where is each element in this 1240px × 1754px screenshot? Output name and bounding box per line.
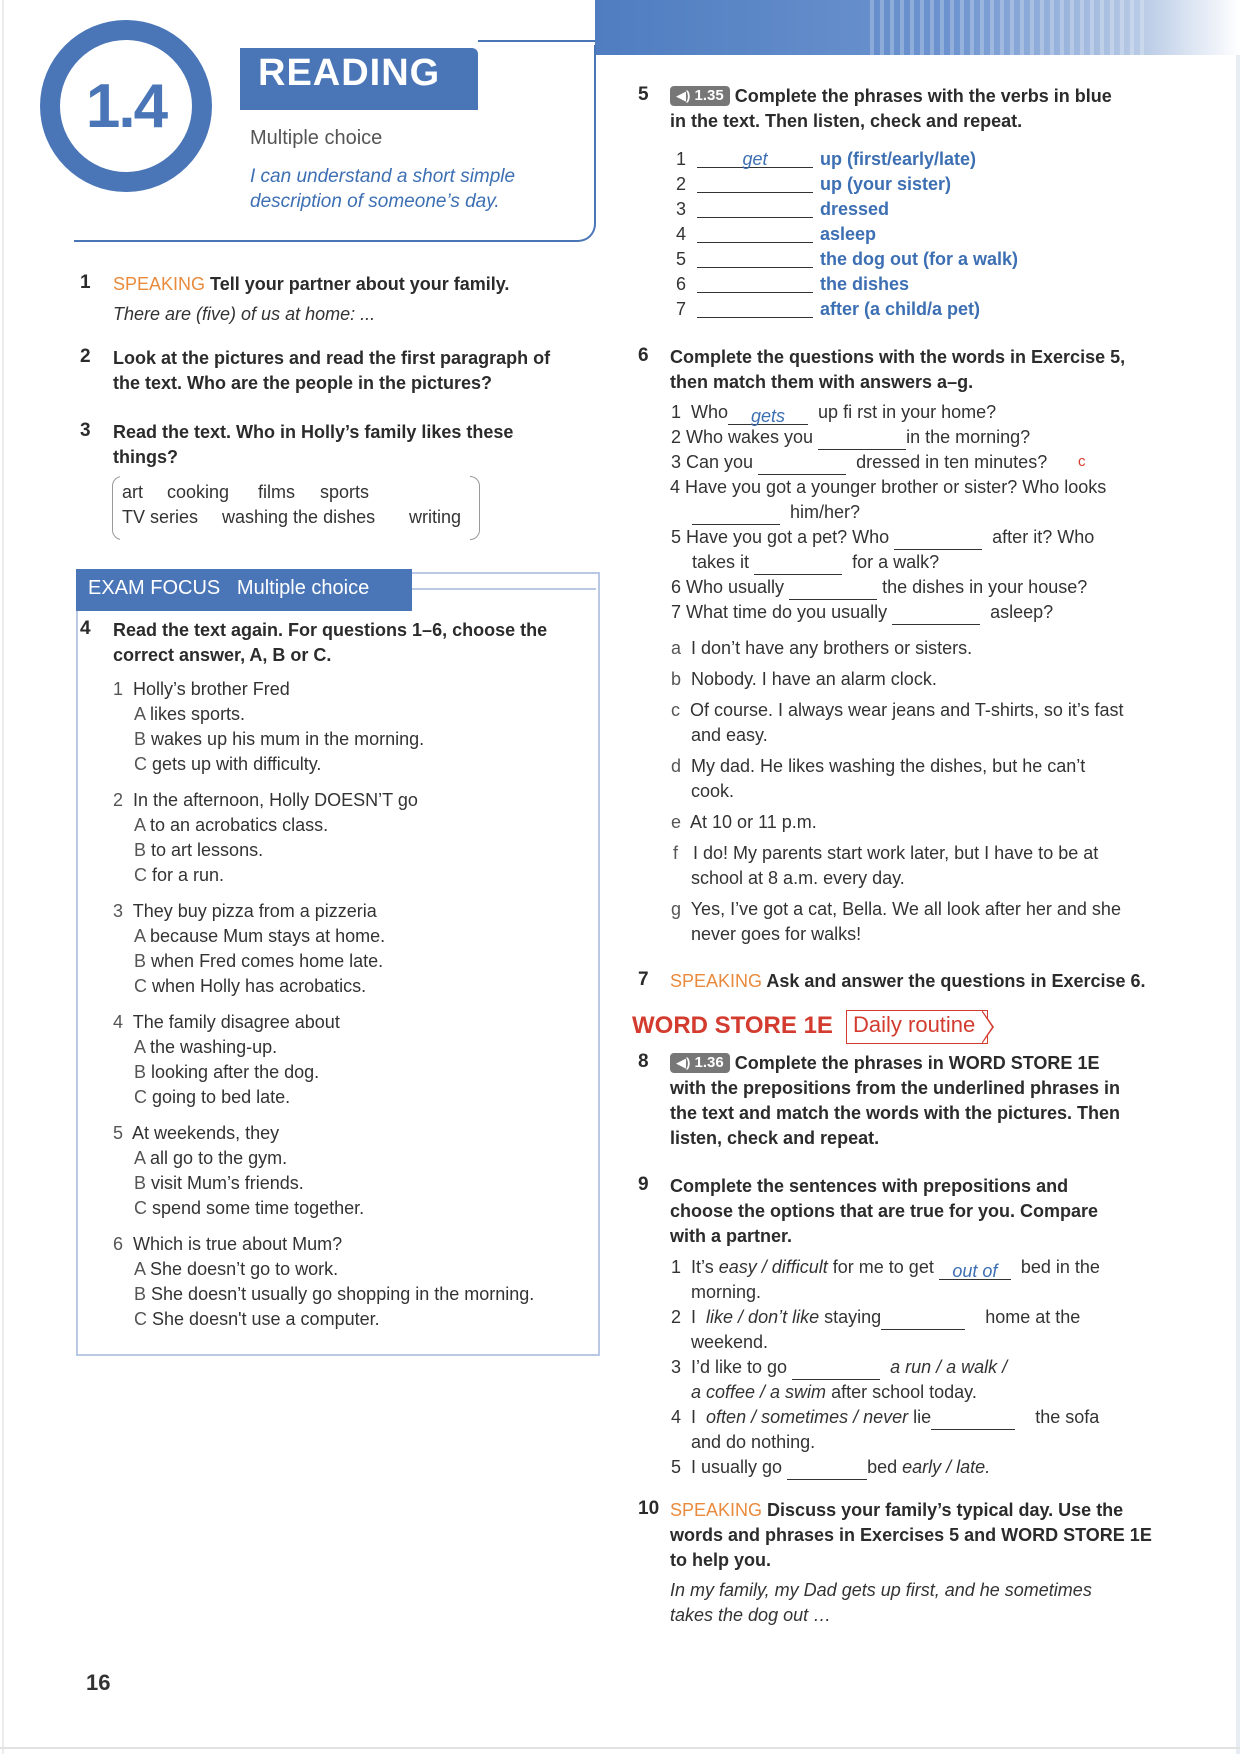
exercise-4-instruction <box>113 618 547 668</box>
sentence-3-cont: a coffee / a swim after school today. <box>691 1382 977 1402</box>
exercise-3-instruction <box>113 420 513 470</box>
exercise-7-text: Ask and answer the questions in Exercise 6. <box>766 971 1146 991</box>
exercise-2-line-2: the text. Who are the people in the pictures? <box>113 373 493 393</box>
option-c: going to bed late. <box>152 1087 291 1107</box>
option-b: visit Mum’s friends. <box>151 1173 304 1193</box>
exercise-3-number: 3 <box>80 420 91 441</box>
page-number: 16 <box>86 1670 111 1695</box>
answer-e: e At 10 or 11 p.m. <box>671 812 817 832</box>
exercise-4-number: 4 <box>80 618 91 639</box>
word-store-label: WORD STORE 1E <box>632 1012 833 1039</box>
answer-blank[interactable] <box>787 1459 867 1480</box>
sentence-4: 4 I often / sometimes / never lie the sofa <box>671 1405 1099 1430</box>
header-banner-pattern <box>870 0 1150 55</box>
objective-line-1: I can understand a short simple <box>250 166 516 187</box>
word-box-item: washing the dishes <box>222 507 376 527</box>
option-b: to art lessons. <box>151 840 264 860</box>
answer-c-cont: and easy. <box>691 725 768 745</box>
answer-f: f I do! My parents start work later, but I have to be at <box>673 843 1099 863</box>
exercise-9-number: 9 <box>638 1174 649 1195</box>
word-box-item: cooking <box>167 482 230 502</box>
answer-blank[interactable] <box>758 454 846 475</box>
answer-c: c Of course. I always wear jeans and T-shirts, so it’s fast <box>671 700 1124 720</box>
option-b: wakes up his mum in the morning. <box>151 729 425 749</box>
question-4-cont: him/her? <box>692 500 860 525</box>
option-b: looking after the dog. <box>151 1062 320 1082</box>
answer-blank[interactable] <box>754 554 842 575</box>
exercise-8-line-4: listen, check and repeat. <box>670 1128 880 1148</box>
word-box-item: sports <box>320 482 370 502</box>
sentence-1-cont: morning. <box>691 1282 762 1302</box>
exercise-9-line-2: choose the options that are true for you. Compare <box>670 1201 1099 1221</box>
exam-focus-subtitle: Multiple choice <box>236 577 370 599</box>
answer-blank[interactable] <box>931 1409 1015 1430</box>
exam-focus-label: EXAM FOCUS <box>88 577 221 599</box>
question-stem: They buy pizza from a pizzeria <box>132 901 377 921</box>
exercise-10-line-1: Discuss your family’s typical day. Use the <box>767 1500 1124 1520</box>
exercise-6-line-1: Complete the questions with the words in Exercise 5, <box>670 347 1126 367</box>
answer-f-cont: school at 8 a.m. every day. <box>691 868 905 888</box>
answer-blank[interactable] <box>818 429 906 450</box>
option-a: to an acrobatics class. <box>150 815 329 835</box>
word-box-gap-top <box>120 472 470 480</box>
exercise-5-line-1: Complete the phrases with the verbs in blue <box>734 86 1112 106</box>
option-c: gets up with difficulty. <box>152 754 322 774</box>
answer-blank[interactable] <box>697 172 813 193</box>
exercise-10-instruction <box>670 1498 1152 1573</box>
question-number: 5 <box>113 1123 124 1143</box>
answer-d: d My dad. He likes washing the dishes, but he can’t <box>671 756 1086 776</box>
question-2: 2 Who wakes you in the morning? <box>671 425 1030 450</box>
exercise-7-number: 7 <box>638 969 649 990</box>
objective-line-2: description of someone’s day. <box>250 191 500 212</box>
phrase-text: the dog out (for a walk) <box>820 249 1018 269</box>
question-5: 5 Have you got a pet? Who after it? Who <box>671 525 1094 550</box>
answer-blank[interactable]: out of <box>939 1259 1011 1280</box>
phrase-text: asleep <box>820 224 877 244</box>
lesson-subtitle: Multiple choice <box>250 127 383 149</box>
phrase-text: after (a child/a pet) <box>820 299 981 319</box>
list-item: 7 after (a child/a pet) <box>676 297 686 322</box>
audio-track-badge[interactable] <box>670 1053 730 1073</box>
answer-blank[interactable] <box>789 579 877 600</box>
word-box-item: writing <box>409 507 462 527</box>
answer-blank[interactable] <box>697 272 813 293</box>
answer-blank[interactable] <box>697 297 813 318</box>
lesson-badge-inner <box>60 40 192 172</box>
question-stem: Holly’s brother Fred <box>133 679 290 699</box>
question-3: 3 Can you dressed in ten minutes? <box>671 450 1047 475</box>
answer-blank[interactable] <box>892 604 980 625</box>
option-a: the washing-up. <box>150 1037 278 1057</box>
exercise-10-line-3: to help you. <box>670 1550 771 1570</box>
sentence-3: 3 I’d like to go a run / a walk / <box>671 1355 1007 1380</box>
word-store-tag-arrow-inner <box>982 1012 992 1042</box>
word-store-topic: Daily routine <box>853 1012 976 1037</box>
exercise-6-number: 6 <box>638 345 649 366</box>
exercise-2-instruction <box>113 346 550 396</box>
exercise-1-text: Tell your partner about your family. <box>210 274 510 294</box>
word-box-item: films <box>258 482 295 502</box>
exercise-2-number: 2 <box>80 346 91 367</box>
exercise-3-line-2: things? <box>113 447 178 467</box>
option-c: spend some time together. <box>152 1198 365 1218</box>
audio-track-number: 1.35 <box>694 87 724 104</box>
audio-track-number: 1.36 <box>694 1054 724 1071</box>
speaker-icon: ◀) <box>676 88 691 103</box>
exercise-4-line-2: correct answer, A, B or C. <box>113 645 332 665</box>
phrase-text: up (your sister) <box>820 174 952 194</box>
exam-focus-title <box>88 577 369 600</box>
question-stem: Which is true about Mum? <box>133 1234 343 1254</box>
question-stem: At weekends, they <box>132 1123 280 1143</box>
exercise-8-line-2: with the prepositions from the underlined phrases in <box>670 1078 1121 1098</box>
answer-b: b Nobody. I have an alarm clock. <box>671 669 937 689</box>
exercise-7-instruction <box>670 969 1146 994</box>
speaking-label: SPEAKING <box>670 1500 763 1520</box>
exercise-10-example-line-2: takes the dog out … <box>670 1605 832 1625</box>
exercise-9-line-3: with a partner. <box>670 1226 793 1246</box>
exercise-8-line-1: Complete the phrases in WORD STORE 1E <box>734 1053 1100 1073</box>
option-c: when Holly has acrobatics. <box>152 976 367 996</box>
section-title: READING <box>258 52 441 94</box>
answer-g: g Yes, I’ve got a cat, Bella. We all look after her and she <box>671 899 1121 919</box>
question-number: 4 <box>113 1012 124 1032</box>
option-a: She doesn’t go to work. <box>150 1259 339 1279</box>
handwritten-mark: c <box>1078 453 1086 470</box>
exercise-5-line-2: in the text. Then listen, check and repeat. <box>670 111 1023 131</box>
sentence-4-cont: and do nothing. <box>691 1432 816 1452</box>
exercise-5-instruction <box>670 84 1112 134</box>
sentence-5: 5 I usually go bed early / late. <box>671 1455 990 1480</box>
option-a: likes sports. <box>150 704 246 724</box>
answer-blank[interactable] <box>792 1359 880 1380</box>
word-box-gap-bottom <box>120 534 470 542</box>
answer-g-cont: never goes for walks! <box>691 924 862 944</box>
answer-blank[interactable] <box>881 1309 965 1330</box>
question-number: 3 <box>113 901 124 921</box>
list-item: 4 asleep <box>676 222 686 247</box>
question-1: 1 Who gets up fi rst in your home? <box>671 402 997 426</box>
sentence-2: 2 I like / don’t like staying home at the <box>671 1305 1080 1330</box>
exercise-8-line-3: the text and match the words with the pictures. Then <box>670 1103 1121 1123</box>
exercise-6-instruction <box>670 345 1125 395</box>
page-right-edge <box>1236 0 1240 1754</box>
word-box-item: TV series <box>122 507 199 527</box>
question-number: 2 <box>113 790 124 810</box>
exam-focus-rule <box>412 588 596 590</box>
sentence-1: 1 It’s easy / difficult for me to get out of bed in the <box>671 1257 1100 1281</box>
exercise-1-number: 1 <box>80 272 91 293</box>
list-item: 2 up (your sister) <box>676 172 686 197</box>
answer-blank[interactable] <box>894 529 982 550</box>
speaking-label: SPEAKING <box>670 971 763 991</box>
answer-blank[interactable] <box>697 197 813 218</box>
question-5-cont: takes it for a walk? <box>692 550 939 575</box>
option-a: all go to the gym. <box>150 1148 288 1168</box>
word-box-item: art <box>122 482 144 502</box>
page-left-edge <box>2 0 4 1754</box>
exercise-10-number: 10 <box>638 1498 660 1519</box>
lesson-number: 1.4 <box>85 71 167 141</box>
answer-blank[interactable] <box>692 504 780 525</box>
exercise-8-number: 8 <box>638 1051 649 1072</box>
exercise-2-line-1: Look at the pictures and read the first paragraph of <box>113 348 551 368</box>
option-b: She doesn’t usually go shopping in the morning. <box>151 1284 535 1304</box>
exercise-10-example-line-1: In my family, my Dad gets up first, and he sometimes <box>670 1580 1092 1600</box>
question-stem: In the afternoon, Holly DOESN’T go <box>133 790 418 810</box>
question-number: 1 <box>113 679 124 699</box>
list-item: 3 dressed <box>676 197 686 222</box>
exercise-5-number: 5 <box>638 84 649 105</box>
exercise-4-line-1: Read the text again. For questions 1–6, choose the <box>113 620 548 640</box>
exercise-8-instruction <box>670 1051 1120 1151</box>
list-item: 6 the dishes <box>676 272 686 297</box>
phrase-text: up (first/early/late) <box>820 149 977 169</box>
exercise-9-line-1: Complete the sentences with prepositions and <box>670 1176 1069 1196</box>
question-number: 6 <box>113 1234 124 1254</box>
phrase-text: the dishes <box>820 274 910 294</box>
answer-blank[interactable]: get <box>697 147 813 168</box>
answer-d-cont: cook. <box>691 781 735 801</box>
option-c: She doesn't use a computer. <box>152 1309 380 1329</box>
lesson-objective <box>250 164 550 214</box>
exercise-10-line-2: words and phrases in Exercises 5 and WORD STORE 1E <box>670 1525 1152 1545</box>
header-frame-top <box>478 40 595 42</box>
question-7: 7 What time do you usually asleep? <box>671 600 1053 625</box>
answer-blank[interactable] <box>697 247 813 268</box>
exercise-1-example: There are (five) of us at home: ... <box>113 304 376 324</box>
exercise-1-instruction <box>113 272 509 297</box>
question-4: 4 Have you got a younger brother or sister? Who looks <box>670 477 1107 497</box>
exercise-6-line-2: then match them with answers a–g. <box>670 372 974 392</box>
exercise-3-line-1: Read the text. Who in Holly’s family likes these <box>113 422 514 442</box>
speaker-icon: ◀) <box>676 1055 691 1070</box>
speaking-label: SPEAKING <box>113 274 206 294</box>
answer-blank[interactable] <box>697 222 813 243</box>
question-stem: The family disagree about <box>132 1012 340 1032</box>
option-b: when Fred comes home late. <box>151 951 384 971</box>
answer-blank[interactable]: gets <box>728 404 808 425</box>
page-bottom-edge <box>0 1747 1240 1749</box>
exercise-9-instruction <box>670 1174 1098 1249</box>
phrase-text: dressed <box>820 199 890 219</box>
question-6: 6 Who usually the dishes in your house? <box>671 575 1087 600</box>
option-c: for a run. <box>152 865 225 885</box>
answer-a: a I don’t have any brothers or sisters. <box>671 638 973 658</box>
audio-track-badge[interactable] <box>670 86 730 106</box>
list-item: 1 get up (first/early/late) <box>676 147 686 172</box>
option-a: because Mum stays at home. <box>150 926 386 946</box>
list-item: 5 the dog out (for a walk) <box>676 247 686 272</box>
sentence-2-cont: weekend. <box>691 1332 769 1352</box>
